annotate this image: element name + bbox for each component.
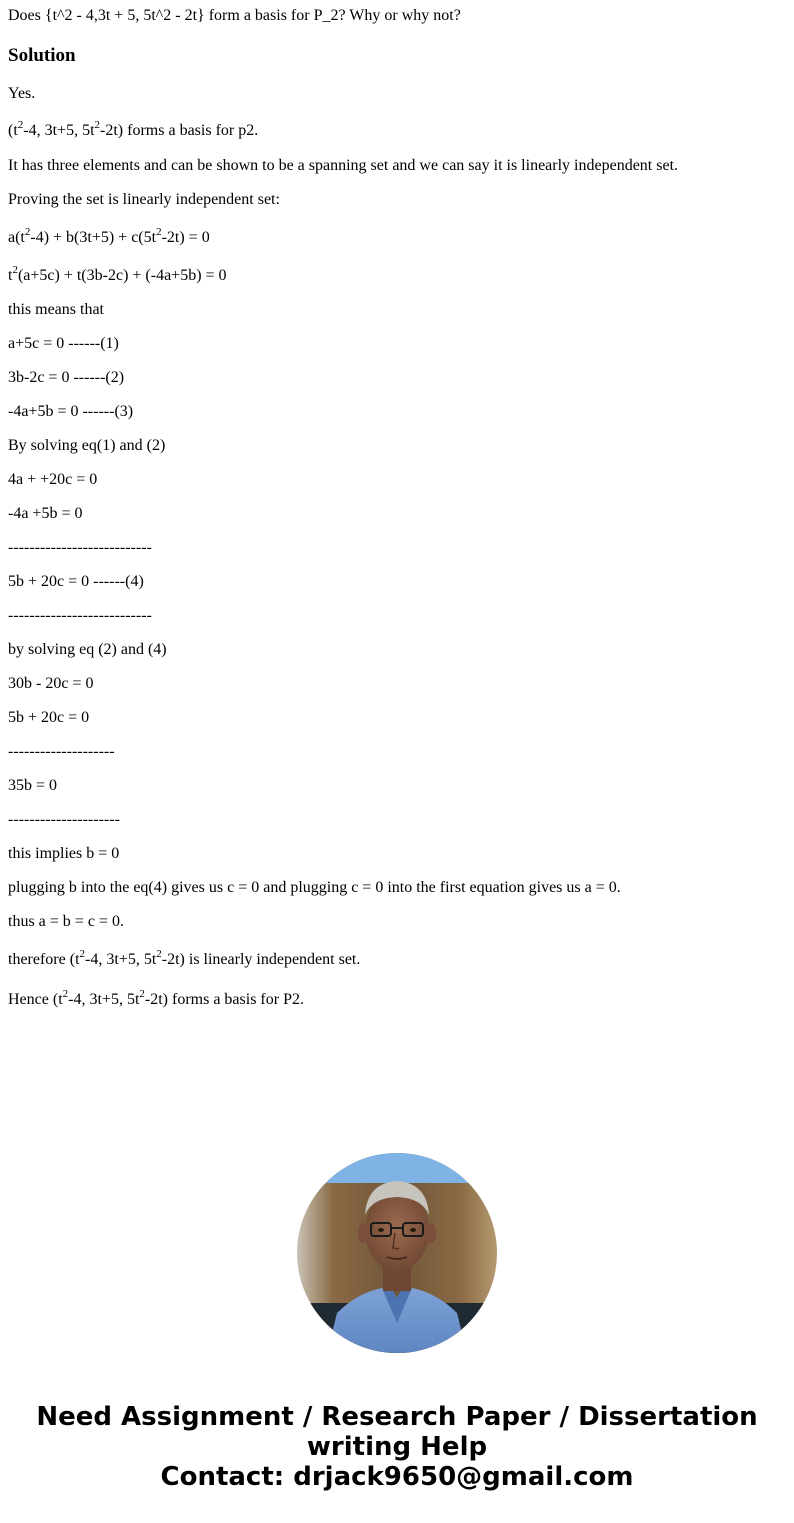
banner-contact-line: Contact: drjack9650@gmail.com	[160, 1462, 634, 1492]
step-equation: 5b + 20c = 0	[8, 709, 90, 726]
exponent: 2	[62, 987, 69, 1000]
proving-text: Proving the set is linearly independent set:	[8, 191, 280, 208]
equation-3: -4a+5b = 0 ------(3)	[8, 403, 134, 420]
grouped-part-2: (a+5c) + t(3b-2c) + (-4a+5b) = 0	[17, 267, 227, 284]
basis-statement	[8, 118, 259, 140]
basis-statement-part-1: (t	[8, 122, 18, 139]
combination-part-2: -4) + b(3t+5) + c(5t	[30, 229, 157, 246]
answer-text: Yes.	[8, 85, 36, 102]
result-equation: 35b = 0	[8, 777, 58, 794]
solving-2-4-text: by solving eq (2) and (4)	[8, 641, 167, 658]
banner-line-2: writing Help	[306, 1432, 488, 1462]
plugging-text: plugging b into the eq(4) gives us c = 0 and plugging c = 0 into the first equation gives us a = 0.	[8, 879, 621, 896]
combination-part-1: a(t	[8, 229, 25, 246]
equation-1: a+5c = 0 ------(1)	[8, 335, 119, 352]
exponent: 2	[156, 225, 162, 238]
step-equation: 4a + +20c = 0	[8, 471, 98, 488]
separator-line: ---------------------------	[8, 539, 152, 556]
separator-line: ---------------------------	[8, 607, 152, 624]
linear-combination-equation	[8, 225, 210, 247]
explanation-text: It has three elements and can be shown to be a spanning set and we can say it is linearly independent set.	[8, 157, 679, 174]
hence-text	[8, 987, 304, 1009]
implies-text: this implies b = 0	[8, 845, 120, 862]
exponent: 2	[17, 118, 24, 131]
separator-line: ---------------------	[8, 811, 120, 828]
means-text: this means that	[8, 301, 104, 318]
thus-text: thus a = b = c = 0.	[8, 913, 124, 930]
grouped-part-1: t	[8, 267, 13, 284]
combination-part-3: -2t) = 0	[161, 229, 210, 246]
exponent: 2	[139, 987, 145, 1000]
exponent: 2	[79, 947, 86, 960]
basis-statement-part-2: -4, 3t+5, 5t	[23, 122, 95, 139]
therefore-part-3: -2t) is linearly independent set.	[161, 951, 361, 968]
equation-4: 5b + 20c = 0 ------(4)	[8, 573, 144, 590]
separator-line: --------------------	[8, 743, 115, 760]
solving-1-2-text: By solving eq(1) and (2)	[8, 437, 166, 454]
hence-part-1: Hence (t	[8, 991, 63, 1008]
author-avatar	[297, 1153, 497, 1353]
step-equation: 30b - 20c = 0	[8, 675, 94, 692]
exponent: 2	[12, 263, 18, 276]
basis-statement-part-3: -2t) forms a basis for p2.	[100, 122, 259, 139]
step-equation: -4a +5b = 0	[8, 505, 83, 522]
solution-heading: Solution	[8, 45, 76, 66]
therefore-text	[8, 947, 361, 969]
exponent: 2	[24, 225, 31, 238]
banner-line-1: Need Assignment / Research Paper / Dissertation	[36, 1402, 758, 1432]
equation-2: 3b-2c = 0 ------(2)	[8, 369, 125, 386]
hence-part-2: -4, 3t+5, 5t	[68, 991, 140, 1008]
contact-banner	[0, 1402, 794, 1492]
grouped-equation	[8, 263, 227, 285]
therefore-part-1: therefore (t	[8, 951, 80, 968]
exponent: 2	[94, 118, 101, 131]
hence-part-3: -2t) forms a basis for P2.	[144, 991, 304, 1008]
question-text: Does {t^2 - 4,3t + 5, 5t^2 - 2t} form a basis for P_2? Why or why not?	[8, 7, 461, 24]
author-portrait-image	[297, 1153, 497, 1353]
exponent: 2	[156, 947, 162, 960]
therefore-part-2: -4, 3t+5, 5t	[85, 951, 157, 968]
